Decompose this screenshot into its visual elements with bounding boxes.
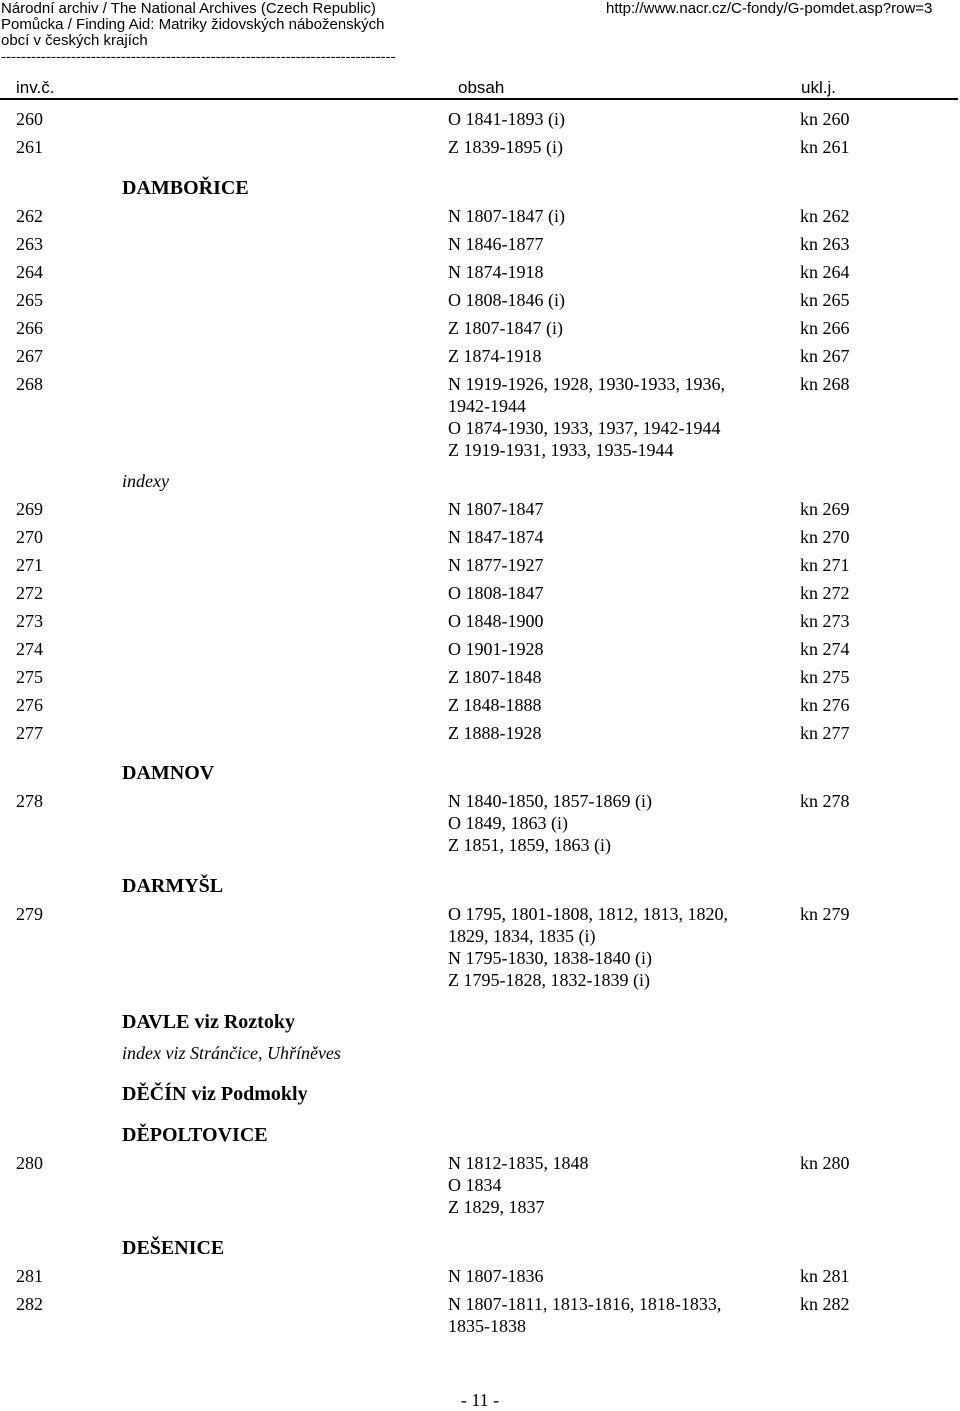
content-cell (448, 317, 563, 339)
storage-unit: kn 271 (800, 555, 850, 575)
content-cell (448, 205, 565, 227)
inventory-number: 274 (16, 639, 43, 659)
section-title: DAMBOŘICE (122, 177, 249, 199)
inventory-number: 271 (16, 555, 43, 575)
finding-aid-subtitle: obcí v českých krajích (1, 32, 148, 49)
section-title: DAMNOV (122, 762, 215, 784)
content-line: N 1919-1926, 1928, 1930-1933, 1936, (448, 374, 725, 394)
inventory-number: 268 (16, 374, 43, 394)
content-line: O 1849, 1863 (i) (448, 813, 568, 833)
content-cell (448, 136, 563, 158)
storage-unit: kn 263 (800, 234, 850, 254)
content-cell (448, 610, 544, 632)
column-header-inv: inv.č. (16, 78, 55, 97)
finding-aid-title: Pomůcka / Finding Aid: Matriky židovských náboženských (1, 16, 385, 33)
content-line: 1829, 1834, 1835 (i) (448, 926, 596, 946)
storage-unit: kn 282 (800, 1294, 850, 1314)
storage-unit: kn 277 (800, 723, 850, 743)
content-line: N 1812-1835, 1848 (448, 1153, 589, 1173)
section-title: DĚPOLTOVICE (122, 1124, 268, 1146)
content-line: Z 1795-1828, 1832-1839 (i) (448, 970, 650, 990)
content-cell (448, 345, 542, 367)
storage-unit: kn 276 (800, 695, 850, 715)
storage-unit: kn 266 (800, 318, 850, 338)
content-line: O 1874-1930, 1933, 1937, 1942-1944 (448, 418, 721, 438)
inventory-number: 267 (16, 346, 43, 366)
inventory-number: 263 (16, 234, 43, 254)
content-cell (448, 903, 728, 991)
content-line: Z 1851, 1859, 1863 (i) (448, 835, 611, 855)
content-line: O 1901-1928 (448, 639, 544, 659)
inventory-number: 272 (16, 583, 43, 603)
content-line: N 1807-1836 (448, 1266, 544, 1286)
content-cell (448, 1152, 589, 1218)
storage-unit: kn 261 (800, 137, 850, 157)
content-line: O 1848-1900 (448, 611, 544, 631)
content-line: N 1807-1811, 1813-1816, 1818-1833, (448, 1294, 722, 1314)
column-header-ukl: ukl.j. (801, 78, 836, 97)
inventory-number: 264 (16, 262, 43, 282)
storage-unit: kn 269 (800, 499, 850, 519)
inventory-number: 265 (16, 290, 43, 310)
content-line: 1942-1944 (448, 396, 526, 416)
section-title: DARMYŠL (122, 875, 224, 897)
content-line: O 1834 (448, 1175, 502, 1195)
storage-unit: kn 275 (800, 667, 850, 687)
inventory-number: 279 (16, 904, 43, 924)
content-cell (448, 289, 565, 311)
content-cell (448, 638, 544, 660)
content-cell (448, 1265, 544, 1287)
page-number: - 11 - (460, 1390, 500, 1410)
header-rule (0, 98, 958, 100)
inventory-number: 260 (16, 109, 43, 129)
storage-unit: kn 264 (800, 262, 850, 282)
section-title: DAVLE viz Roztoky (122, 1011, 295, 1033)
inventory-number: 278 (16, 791, 43, 811)
storage-unit: kn 280 (800, 1153, 850, 1173)
storage-unit: kn 279 (800, 904, 850, 924)
content-line: Z 1807-1847 (i) (448, 318, 563, 338)
content-line: N 1807-1847 (448, 499, 544, 519)
inventory-number: 276 (16, 695, 43, 715)
content-cell (448, 261, 544, 283)
storage-unit: kn 268 (800, 374, 850, 394)
content-cell (448, 108, 565, 130)
content-line: Z 1839-1895 (i) (448, 137, 563, 157)
content-line: Z 1829, 1837 (448, 1197, 545, 1217)
inventory-number: 262 (16, 206, 43, 226)
content-line: N 1795-1830, 1838-1840 (i) (448, 948, 652, 968)
content-cell (448, 1293, 721, 1337)
content-cell (448, 790, 652, 856)
storage-unit: kn 272 (800, 583, 850, 603)
source-url: http://www.nacr.cz/C-fondy/G-pomdet.asp?row=3 (606, 0, 933, 17)
content-line: O 1841-1893 (i) (448, 109, 565, 129)
archive-title: Národní archiv / The National Archives (Czech Republic) (1, 0, 376, 17)
inventory-number: 261 (16, 137, 43, 157)
content-cell (448, 722, 542, 744)
content-cell (448, 526, 544, 548)
inventory-number: 280 (16, 1153, 43, 1173)
content-cell (448, 666, 542, 688)
storage-unit: kn 278 (800, 791, 850, 811)
storage-unit: kn 273 (800, 611, 850, 631)
inventory-number: 270 (16, 527, 43, 547)
content-line: Z 1888-1928 (448, 723, 542, 743)
content-line: O 1808-1846 (i) (448, 290, 565, 310)
storage-unit: kn 281 (800, 1266, 850, 1286)
content-line: N 1846-1877 (448, 234, 544, 254)
inventory-number: 282 (16, 1294, 43, 1314)
content-line: N 1840-1850, 1857-1869 (i) (448, 791, 652, 811)
content-line: O 1808-1847 (448, 583, 544, 603)
content-line: N 1807-1847 (i) (448, 206, 565, 226)
content-line: N 1847-1874 (448, 527, 544, 547)
inventory-number: 273 (16, 611, 43, 631)
content-cell (448, 694, 542, 716)
inventory-number: 281 (16, 1266, 43, 1286)
content-cell (448, 373, 725, 461)
content-line: N 1874-1918 (448, 262, 544, 282)
content-line: N 1877-1927 (448, 555, 544, 575)
content-cell (448, 498, 544, 520)
column-header-obsah: obsah (458, 78, 505, 97)
index-note: indexy (122, 471, 169, 491)
inventory-number: 277 (16, 723, 43, 743)
content-cell (448, 582, 544, 604)
storage-unit: kn 265 (800, 290, 850, 310)
inventory-number: 275 (16, 667, 43, 687)
storage-unit: kn 267 (800, 346, 850, 366)
dash-separator: ------------------------------------------------------------------------------- (1, 49, 396, 65)
content-cell (448, 233, 544, 255)
content-line: Z 1848-1888 (448, 695, 542, 715)
section-title: DEŠENICE (122, 1237, 225, 1259)
storage-unit: kn 262 (800, 206, 850, 226)
content-cell (448, 554, 544, 576)
inventory-number: 269 (16, 499, 43, 519)
storage-unit: kn 270 (800, 527, 850, 547)
inventory-number: 266 (16, 318, 43, 338)
index-note: index viz Stránčice, Uhříněves (122, 1043, 341, 1063)
content-line: Z 1919-1931, 1933, 1935-1944 (448, 440, 674, 460)
storage-unit: kn 274 (800, 639, 850, 659)
content-line: 1835-1838 (448, 1316, 526, 1336)
content-line: Z 1874-1918 (448, 346, 542, 366)
content-line: Z 1807-1848 (448, 667, 542, 687)
section-title: DĚČÍN viz Podmokly (122, 1083, 308, 1105)
storage-unit: kn 260 (800, 109, 850, 129)
content-line: O 1795, 1801-1808, 1812, 1813, 1820, (448, 904, 728, 924)
